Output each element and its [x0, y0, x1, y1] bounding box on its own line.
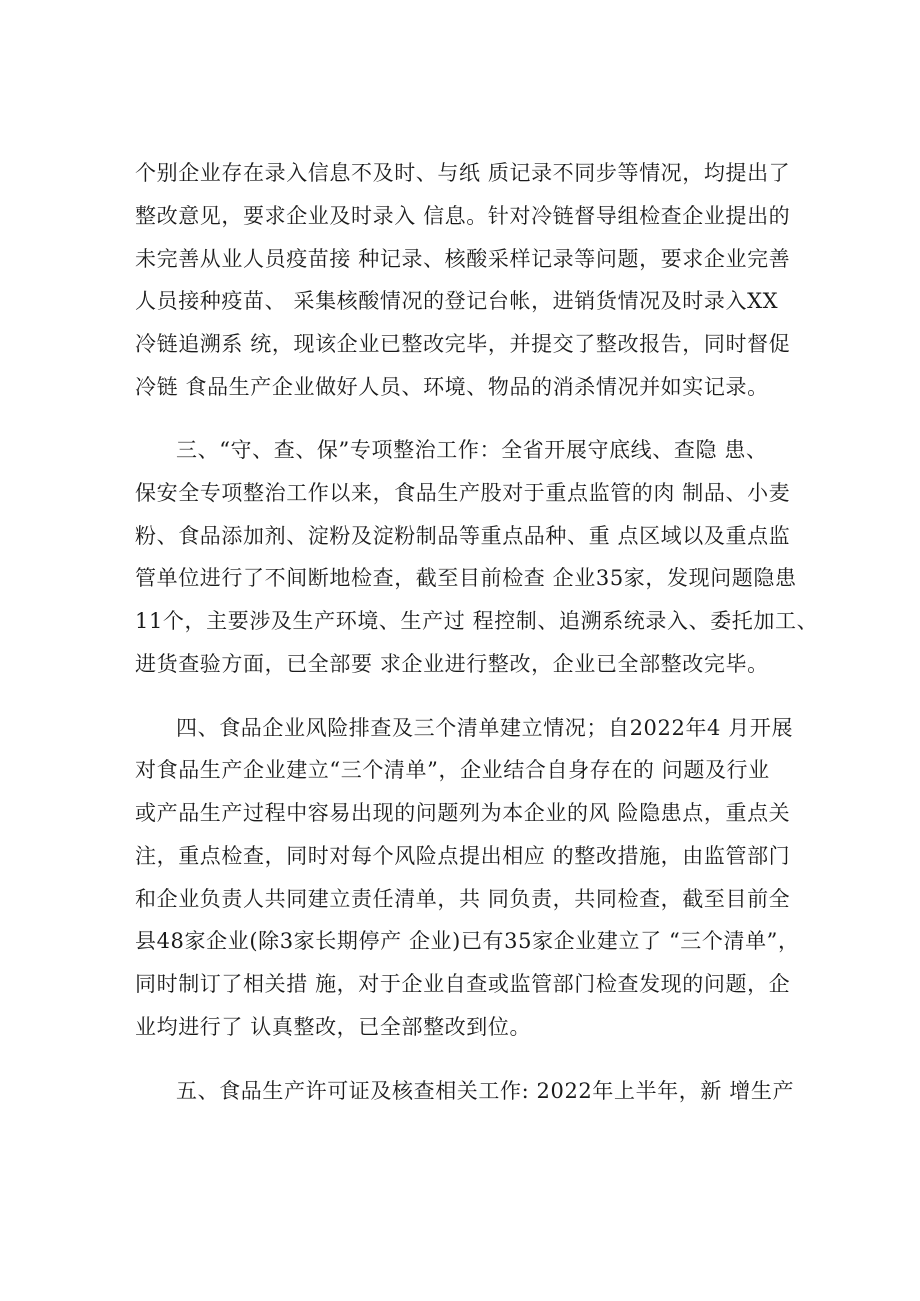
text-line: 业均进行了 认真整改，已全部整改到位。	[135, 1015, 532, 1039]
text-line: 注，重点检查，同时对每个风险点提出相应 的整改措施，由监管部门	[135, 844, 791, 868]
paragraph-heading-4: 四、食品企业风险排查及三个清单建立情况；自2022年4 月开展	[176, 716, 794, 740]
text-line: 冷链 食品生产企业做好人员、环境、物品的消杀情况并如实记录。	[135, 375, 769, 399]
text-line: 管单位进行了不间断地检查，截至目前检查 企业35家，发现问题隐患	[135, 566, 797, 590]
paragraph-heading-5: 五、食品生产许可证及核查相关工作: 2022年上半年，新 增生产	[176, 1079, 795, 1103]
text-line: 保安全专项整治工作以来，食品生产股对于重点监管的肉 制品、小麦	[135, 481, 791, 505]
text-line: 人员接种疫苗、 采集核酸情况的登记台帐，进销货情况及时录入XX	[135, 289, 779, 313]
text-line: 和企业负责人共同建立责任清单，共 同负责，共同检查，截至目前全	[135, 887, 791, 911]
paragraph-heading-3: 三、“守、查、保”专项整治工作：全省开展守底线、查隐 患、	[176, 438, 768, 462]
text-line: 进货查验方面，已全部要 求企业进行整改，企业已全部整改完毕。	[135, 652, 769, 676]
text-line: 个别企业存在录入信息不及时、与纸 质记录不同步等情况，均提出了	[135, 161, 791, 185]
text-line: 县48家企业(除3家长期停产 企业)已有35家企业建立了 “三个清单”，	[135, 929, 800, 953]
text-line: 同时制订了相关措 施，对于企业自查或监管部门检查发现的问题，企	[135, 972, 791, 996]
text-line: 冷链追溯系 统，现该企业已整改完毕，并提交了整改报告，同时督促	[135, 332, 791, 356]
text-line: 未完善从业人员疫苗接 种记录、核酸采样记录等问题，要求企业完善	[135, 247, 791, 271]
text-line: 整改意见，要求企业及时录入 信息。针对冷链督导组检查企业提出的	[135, 204, 791, 228]
text-line: 对食品生产企业建立“三个清单”，企业结合自身存在的 问题及行业	[135, 758, 770, 782]
text-line: 11个，主要涉及生产环境、生产过 程控制、追溯系统录入、委托加工、	[135, 609, 819, 633]
text-line: 粉、食品添加剂、淀粉及淀粉制品等重点品种、重 点区域以及重点监	[135, 524, 791, 548]
text-line: 或产品生产过程中容易出现的问题列为本企业的风 险隐患点，重点关	[135, 801, 791, 825]
